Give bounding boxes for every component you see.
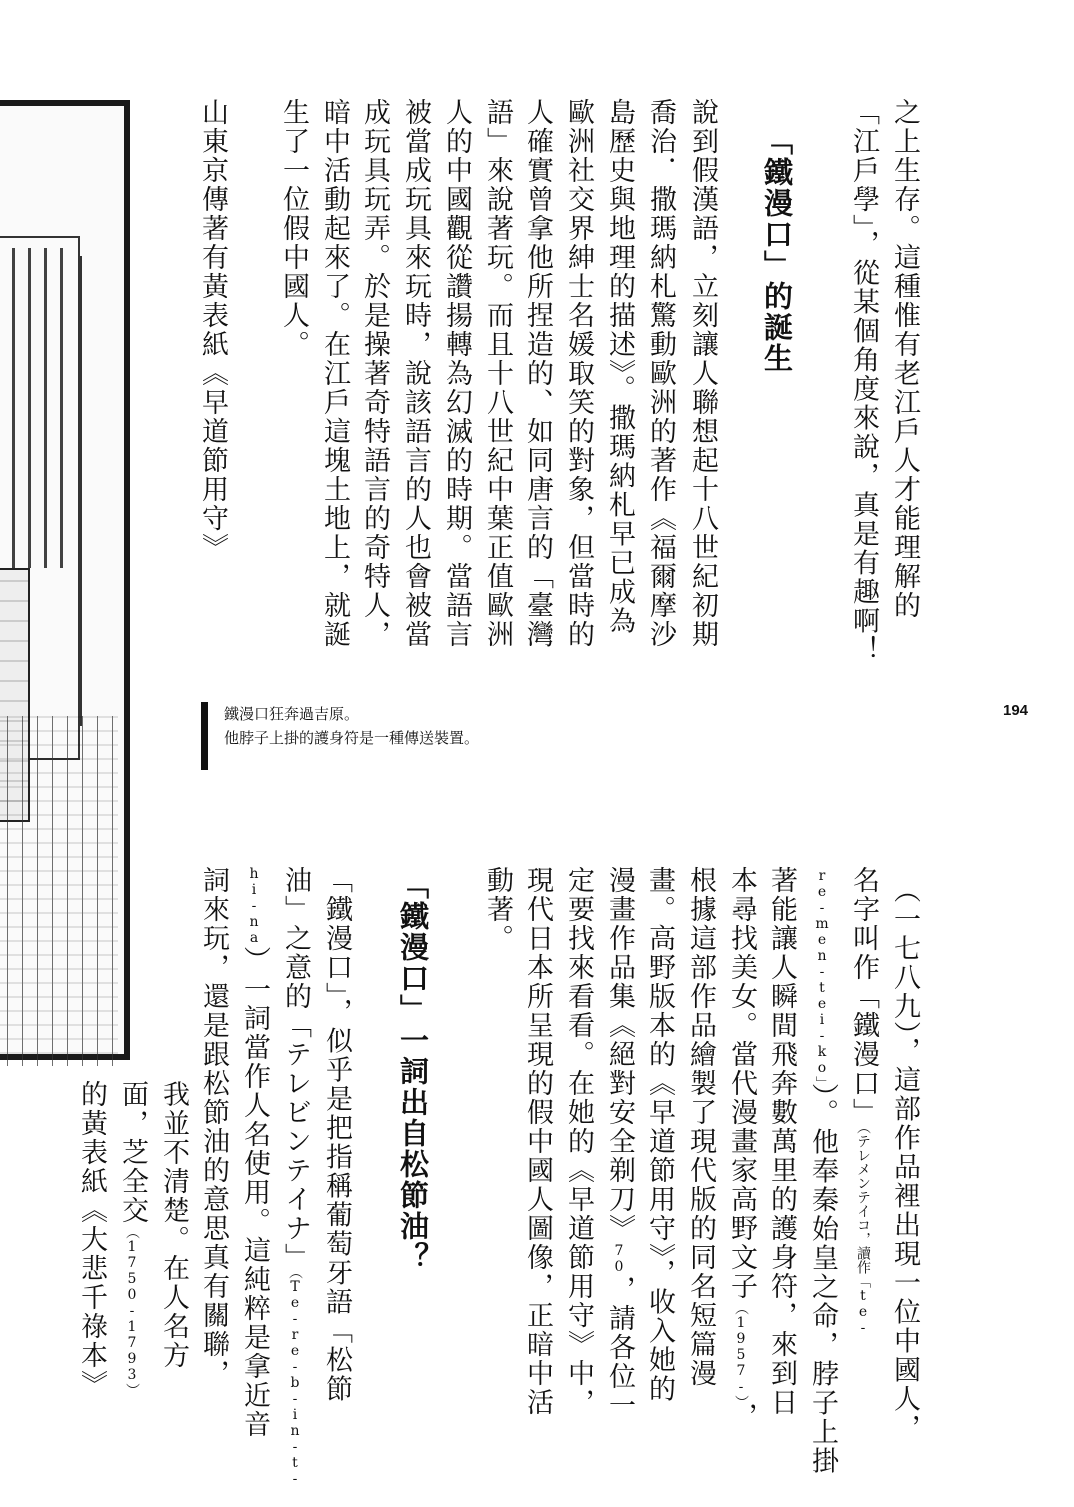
upper-col-5: 島歷史與地理的描述》。撒瑪納札早已成為 [604, 98, 635, 636]
caption-line-1: 鐵漫口狂奔過吉原。 [224, 705, 360, 723]
section-heading-turpentine: 「鐵漫口」一詞出自松節油？ [396, 870, 430, 1273]
footnote-ref-70: 70 [611, 1243, 627, 1275]
lower-col-13-text: 油」之意的「テレビンテイナ」 [280, 866, 311, 1272]
plate-pole [78, 256, 82, 726]
figure-caption [224, 702, 479, 750]
upper-col-2: 「江戶學」，從某個角度來說，真是有趣啊！ [848, 98, 879, 665]
upper-col-10: 被當成玩具來玩時，說該語言的人也會被當 [400, 98, 431, 649]
upper-col-12: 暗中活動起來了。在江戶這塊土地上，就誕 [319, 98, 350, 649]
lower-col-8-text: 漫畫作品集《絕對安全剃刀》 [604, 866, 635, 1243]
plate-hatching [0, 248, 66, 568]
lower-col-10: 現代日本所呈現的假中國人圖像，正暗中活 [522, 866, 553, 1417]
lower-col-5-comma: ， [726, 1402, 757, 1431]
plate-building [0, 236, 80, 760]
lower-col-9: 定要找來看看。在她的《早道節用守》中， [563, 866, 594, 1417]
upper-col-11: 成玩具玩弄。於是操著奇特語言的奇特人， [359, 98, 390, 649]
upper-col-3: 說到假漢語，立刻讓人聯想起十八世紀初期 [687, 98, 718, 649]
lower-col-17-years: （1750-1793） [124, 1225, 140, 1397]
lower-col-3-text: ）。他奉秦始皇之命，脖子上掛 [807, 1083, 838, 1476]
upper-col-8: 語」來說著玩。而且十八世紀中葉正值歐洲 [482, 98, 513, 649]
lower-col-14-text: ）一詞當作人名使用。這純粹是拿近音 [239, 946, 270, 1439]
lower-col-17-text: 面，芝全交 [117, 1080, 148, 1225]
plate-handwritten-script [0, 716, 118, 1066]
lower-col-14 [241, 866, 268, 1439]
upper-col-14: 山東京傳著有黃表紙《早道節用守》 [197, 98, 228, 562]
lower-col-8-tail: ，請各位一 [604, 1275, 635, 1420]
lower-col-6: 根據這部作品繪製了現代版的同名短篇漫 [685, 866, 716, 1388]
section-heading-birth: 「鐵漫口」的誕生 [760, 126, 794, 374]
caption-marker [201, 702, 208, 770]
page-number: 194 [1003, 702, 1029, 719]
lower-col-5 [728, 866, 755, 1431]
upper-col-1: 之上生存。這種惟有老江戶人才能理解的 [889, 98, 920, 620]
lower-col-8 [606, 866, 633, 1420]
lower-col-5-years: （1957-） [733, 1301, 749, 1402]
plate-frame [0, 100, 130, 1060]
upper-col-4: 喬治．撒瑪納札驚動歐洲的著作《福爾摩沙 [645, 98, 676, 649]
lower-col-18: 的黃表紙《大悲千祿本》 [76, 1080, 107, 1399]
caption-line-2: 他脖子上掛的護身符是一種傳送裝置。 [224, 729, 480, 747]
lower-col-5-text: 本尋找美女。當代漫畫家高野文子 [726, 866, 757, 1301]
lower-col-16: 我並不清楚。在人名方 [158, 1080, 189, 1370]
lower-col-11: 動著。 [482, 866, 513, 953]
lower-col-2-reading: （テレメンテイコ，讀作「te- [855, 1127, 871, 1336]
lower-col-7: 畫。高野版本的《早道節用守》，收入她的 [644, 866, 675, 1404]
illustration-plate [0, 100, 140, 1085]
lower-col-14-romaji: hi-na [246, 866, 262, 946]
lower-col-17 [119, 1080, 146, 1397]
lower-col-2-text: 名字叫作「鐵漫口」 [848, 866, 879, 1127]
upper-col-13: 生了一位假中國人。 [278, 98, 309, 359]
lower-col-1: （一七八九），這部作品裡出現一位中國人， [889, 876, 920, 1443]
lower-col-13 [282, 866, 309, 1487]
upper-col-7: 人確實曾拿他所捏造的、如同唐言的「臺灣 [522, 98, 553, 649]
lower-col-13-romaji: （Te-re-b-in-t- [287, 1272, 303, 1487]
upper-col-9: 人的中國觀從讚揚轉為幻滅的時期。當語言 [441, 98, 472, 649]
lower-col-15: 詞來玩，還是跟松節油的意思真有關聯， [198, 866, 229, 1388]
lower-col-3-romaji: re-men-tei-ko」 [814, 868, 830, 1083]
lower-col-12: 「鐵漫口」，似乎是把指稱葡萄牙語「松節 [321, 866, 352, 1404]
lower-col-2 [850, 866, 877, 1336]
lower-col-3 [809, 868, 836, 1476]
lower-col-4: 著能讓人瞬間飛奔數萬里的護身符，來到日 [766, 866, 797, 1417]
upper-col-6: 歐洲社交界紳士名媛取笑的對象，但當時的 [563, 98, 594, 649]
